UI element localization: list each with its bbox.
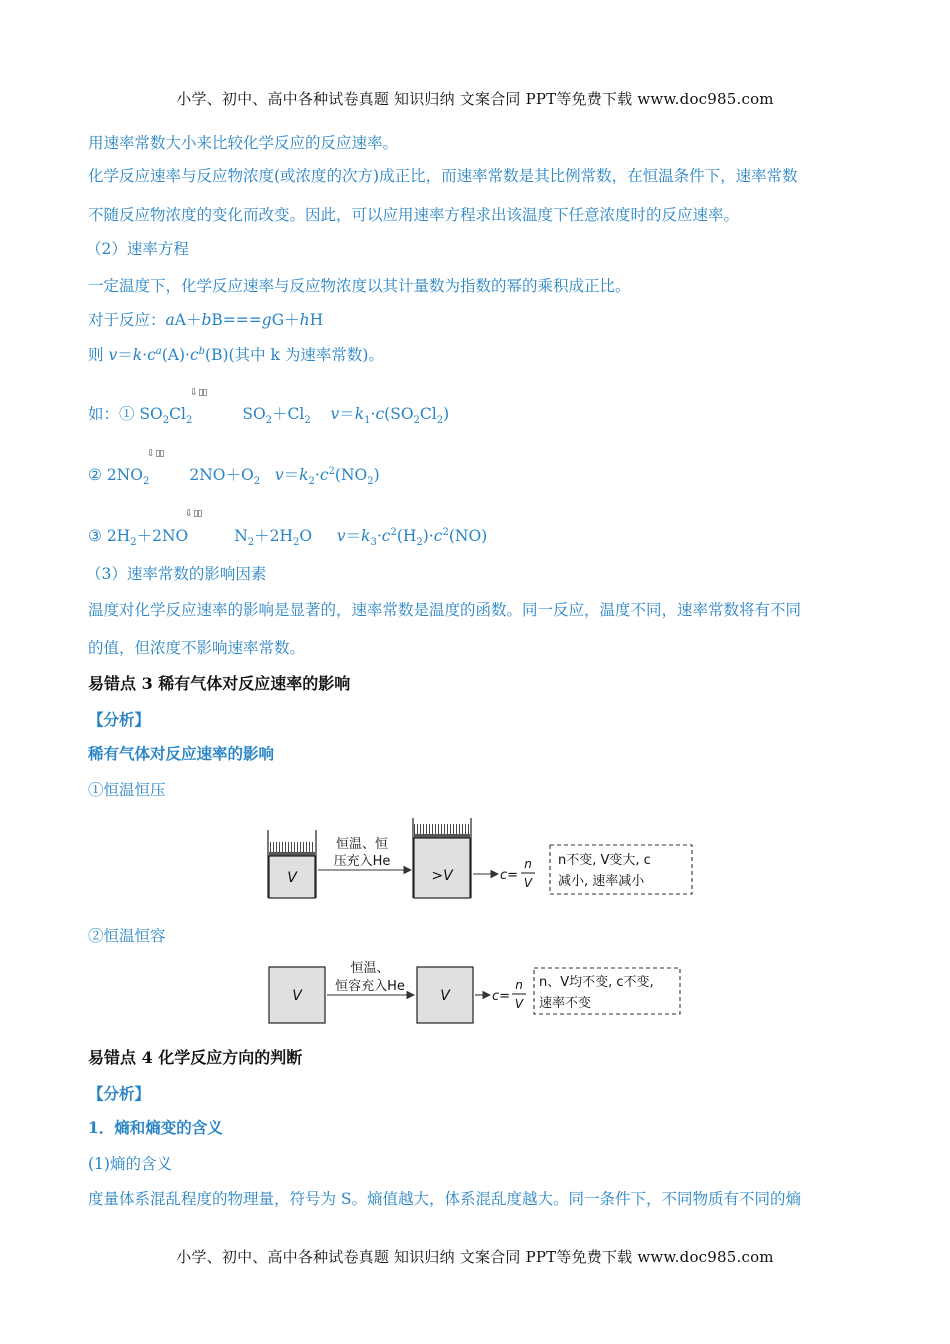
arrow-label-2: 压充入He [333,854,391,869]
diagram-constant-volume [266,955,696,1030]
formula-c: c= [500,868,519,883]
container-2 [413,818,471,898]
example-1: 如：① $SO_2Cl_2$ $SO_2+Cl_2$ $v=k_1\cdot c(SO_2Cl_2)$ [88,405,450,427]
entropy-title: 1．熵和熵变的含义 [88,1118,223,1137]
section-heading: （3）速率常数的影响因素 [86,565,267,583]
formula-n: n [515,978,523,992]
arrow-label-1: 恒温、恒 [335,837,389,852]
sub-heading: 稀有气体对反应速率的影响 [88,744,275,763]
heading-error-point-3: 易错点 3 稀有气体对反应速率的影响 [88,674,351,693]
case-label: ①恒温恒压 [88,781,166,799]
paragraph: 度量体系混乱程度的物理量，符号为 S。熵值越大，体系混乱度越大。同一条件下，不同物质有不同的熵 [88,1190,802,1208]
analysis-label: 【分析】 [88,710,151,729]
result-line-1: n不变, V变大, c [558,853,651,868]
container-1 [268,830,316,898]
formula-n: n [524,857,532,871]
page-header: 小学、初中、高中各种试卷真题 知识归纳 文案合同 PPT等免费下载 www.doc985.com [176,90,774,108]
formula-v: V [514,997,524,1011]
equilibrium-arrow-icon: ⇩ ▯▯ [147,449,164,459]
paragraph: 化学反应速率与反应物浓度(或浓度的次方)成正比，而速率常数是其比例常数，在恒温条件下，速率常数 [88,167,798,185]
example-3: ③ $2H_2+2NO$ $N_2+2H_2O$ $v=k_3\cdot c^2(H_2)\cdot c^2(NO)$ [88,526,488,549]
result-line-1: n、V均不变, c不变, [539,975,654,990]
arrow-label-1: 恒温、 [350,961,390,976]
formula-c: c= [492,989,511,1004]
analysis-label: 【分析】 [88,1084,151,1103]
heading-error-point-4: 易错点 4 化学反应方向的判断 [88,1048,303,1067]
entropy-subtitle: (1)熵的含义 [88,1155,172,1173]
section-heading: （2）速率方程 [86,240,189,258]
box1-label: V [287,870,297,886]
box1-label: V [292,988,302,1004]
paragraph: 的值，但浓度不影响速率常数。 [88,639,306,657]
formula-v: V [523,876,533,890]
equilibrium-arrow-icon: ⇩ ▯▯ [190,388,207,398]
page-footer: 小学、初中、高中各种试卷真题 知识归纳 文案合同 PPT等免费下载 www.doc985.com [176,1248,774,1266]
reaction-general: 对于反应：aA＋bB===gG＋hH [88,311,324,329]
equilibrium-arrow-icon: ⇩ ▯▯ [185,509,202,519]
arrow-label-2: 恒容充入He [335,979,405,994]
example-2: ② $2NO_2$ $2NO+O_2$ $v=k_2\cdot c^2(NO_2)$ [88,465,380,488]
result-line-2: 速率不变 [539,996,592,1011]
box2-label: V [440,988,450,1004]
result-line-2: 减小, 速率减小 [558,874,645,889]
box2-label: >V [431,868,453,884]
paragraph: 用速率常数大小来比较化学反应的反应速率。 [88,134,399,152]
case-label: ②恒温恒容 [88,927,166,945]
paragraph: 一定温度下，化学反应速率与反应物浓度以其计量数为指数的幂的乘积成正比。 [88,277,631,295]
rate-equation: 则 $v=k\cdot c^a(A)\cdot c^b(B)$(其中 k 为速率常数)。 [88,345,384,364]
diagram-constant-pressure [266,818,696,903]
paragraph: 不随反应物浓度的变化而改变。因此，可以应用速率方程求出该温度下任意浓度时的反应速率。 [88,206,740,224]
paragraph: 温度对化学反应速率的影响是显著的，速率常数是温度的函数。同一反应，温度不同，速率常数将有不同 [88,601,802,619]
